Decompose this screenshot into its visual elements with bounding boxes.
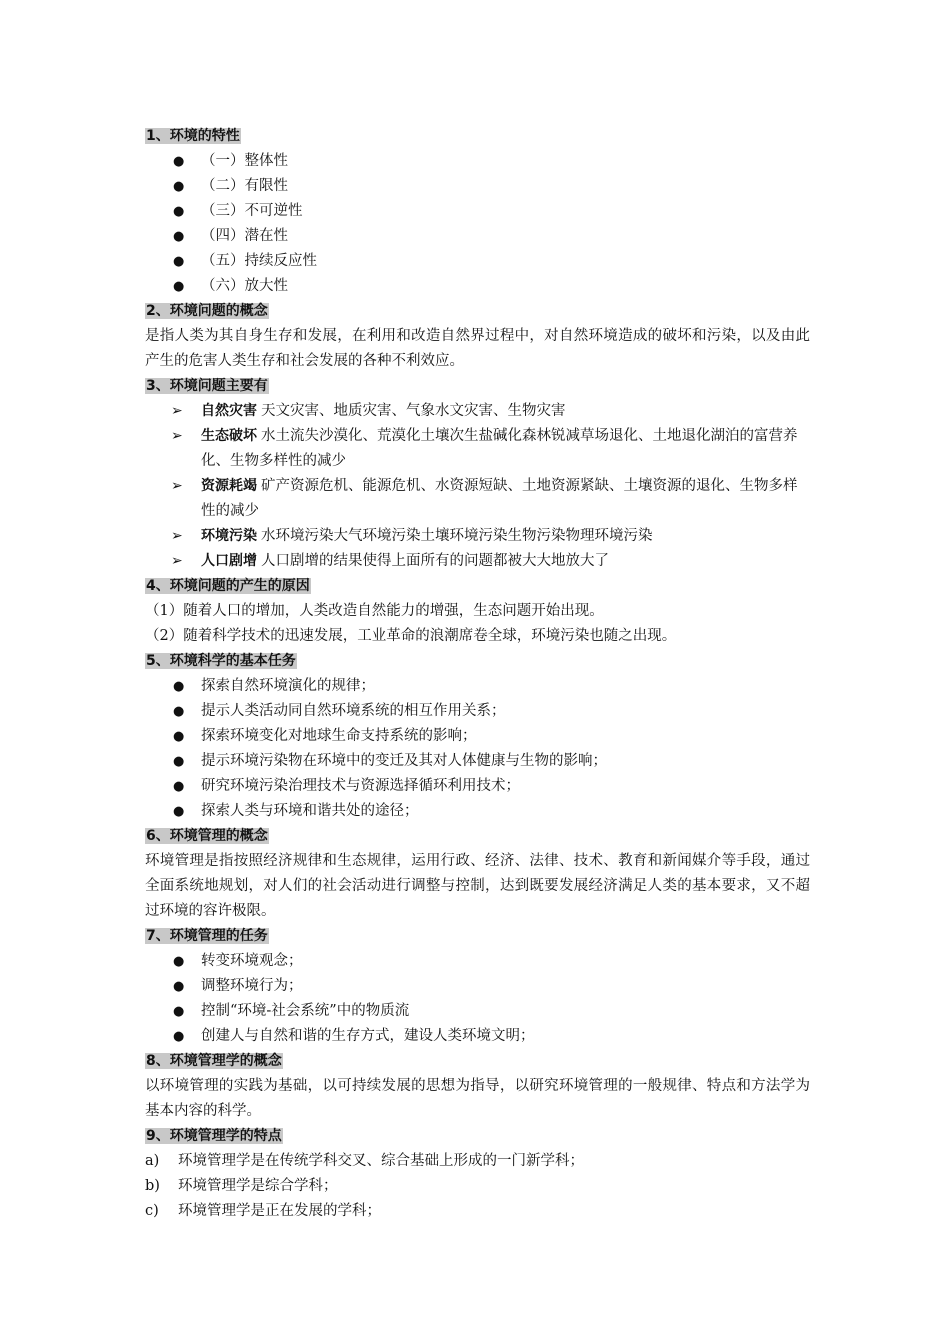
bullet-icon: ● [173,804,185,819]
problem-desc: 水土流失沙漠化、荒漠化土壤次生盐碱化森林锐减草场退化、土地退化湖泊的富营养化、生物多样性的减少 [201,428,798,469]
list-item: ● 探索人类与环境和谐共处的途径； [145,799,810,824]
problem-term: 资源耗竭 [201,478,257,494]
list-letter: a) [145,1153,160,1169]
bullet-icon: ● [173,1004,185,1019]
list-item: ● （三）不可逆性 [145,199,810,224]
bullet-icon: ● [173,979,185,994]
list-item: ● 提示环境污染物在环境中的变迁及其对人体健康与生物的影响； [145,749,810,774]
list-item: ● 研究环境污染治理技术与资源选择循环利用技术； [145,774,810,799]
document-body [145,124,810,1224]
problem-desc: 人口剧增的结果使得上面所有的问题都被大大地放大了 [261,553,609,569]
problem-term: 环境污染 [201,528,257,544]
problem-term: 人口剧增 [201,553,257,569]
bullet-icon: ● [173,954,185,969]
problem-desc: 水环境污染大气环境污染土壤环境污染生物污染物理环境污染 [261,528,653,544]
bullet-icon: ● [173,729,185,744]
problem-item [145,399,810,424]
problem-item [145,424,810,474]
problem-term: 生态破坏 [201,428,257,444]
arrow-icon: ➢ [171,403,183,419]
list-item: a) 环境管理学是在传统学科交叉、综合基础上形成的一门新学科； [145,1149,810,1174]
arrow-icon: ➢ [171,428,183,444]
list-item: ● （六）放大性 [145,274,810,299]
bullet-icon: ● [173,679,185,694]
bullet-icon: ● [173,254,185,269]
problem-item [145,474,810,524]
arrow-icon: ➢ [171,528,183,544]
list-item: ● 提示人类活动同自然环境系统的相互作用关系； [145,699,810,724]
list-item: b) 环境管理学是综合学科； [145,1174,810,1199]
bullet-icon: ● [173,204,185,219]
bullet-icon: ● [173,779,185,794]
list-item: ● 调整环境行为； [145,974,810,999]
section-6-paragraph: 环境管理是指按照经济规律和生态规律，运用行政、经济、法律、技术、教育和新闻媒介等手段，通过全面系统地规划，对人们的社会活动进行调整与控制，达到既要发展经济满足人类的基本要求，又不超过环境的容许极限。 [145,853,810,919]
section-7-heading: 7、环境管理的任务 [146,928,268,944]
section-6-heading: 6、环境管理的概念 [146,828,268,844]
bullet-icon: ● [173,179,185,194]
problem-desc: 矿产资源危机、能源危机、水资源短缺、土地资源紧缺、土壤资源的退化、生物多样性的减少 [201,478,798,519]
problem-item [145,524,810,549]
list-item: ● 控制“环境-社会系统”中的物质流 [145,999,810,1024]
list-item: ● （五）持续反应性 [145,249,810,274]
bullet-icon: ● [173,154,185,169]
cause-line: （2）随着科学技术的迅速发展，工业革命的浪潮席卷全球，环境污染也随之出现。 [145,628,677,644]
list-letter: c) [145,1203,159,1219]
section-2-paragraph: 是指人类为其自身生存和发展，在利用和改造自然界过程中，对自然环境造成的破坏和污染，以及由此产生的危害人类生存和社会发展的各种不利效应。 [145,328,810,369]
list-item: ● 转变环境观念； [145,949,810,974]
section-2-heading: 2、环境问题的概念 [146,303,268,319]
problem-desc: 天文灾害、地质灾害、气象水文灾害、生物灾害 [261,403,566,419]
section-5-heading: 5、环境科学的基本任务 [146,653,296,669]
problem-item [145,549,810,574]
list-item: ● 探索自然环境演化的规律； [145,674,810,699]
bullet-icon: ● [173,1029,185,1044]
arrow-icon: ➢ [171,478,183,494]
section-8-heading: 8、环境管理学的概念 [146,1053,282,1069]
section-9-heading: 9、环境管理学的特点 [146,1128,282,1144]
list-item: ● 探索环境变化对地球生命支持系统的影响； [145,724,810,749]
bullet-icon: ● [173,754,185,769]
list-item: ● （四）潜在性 [145,224,810,249]
section-3-heading: 3、环境问题主要有 [146,378,268,394]
bullet-icon: ● [173,279,185,294]
list-item: ● 创建人与自然和谐的生存方式，建设人类环境文明； [145,1024,810,1049]
problem-term: 自然灾害 [201,403,257,419]
section-4-heading: 4、环境问题的产生的原因 [146,578,310,594]
section-1-heading: 1、环境的特性 [146,128,240,144]
list-item: c) 环境管理学是正在发展的学科； [145,1199,810,1224]
arrow-icon: ➢ [171,553,183,569]
cause-line: （1）随着人口的增加，人类改造自然能力的增强，生态问题开始出现。 [145,603,604,619]
list-letter: b) [145,1178,160,1194]
list-item: ● （二）有限性 [145,174,810,199]
bullet-icon: ● [173,704,185,719]
section-8-paragraph: 以环境管理的实践为基础，以可持续发展的思想为指导，以研究环境管理的一般规律、特点和方法学为基本内容的科学。 [145,1078,810,1119]
list-item: ● （一）整体性 [145,149,810,174]
bullet-icon: ● [173,229,185,244]
